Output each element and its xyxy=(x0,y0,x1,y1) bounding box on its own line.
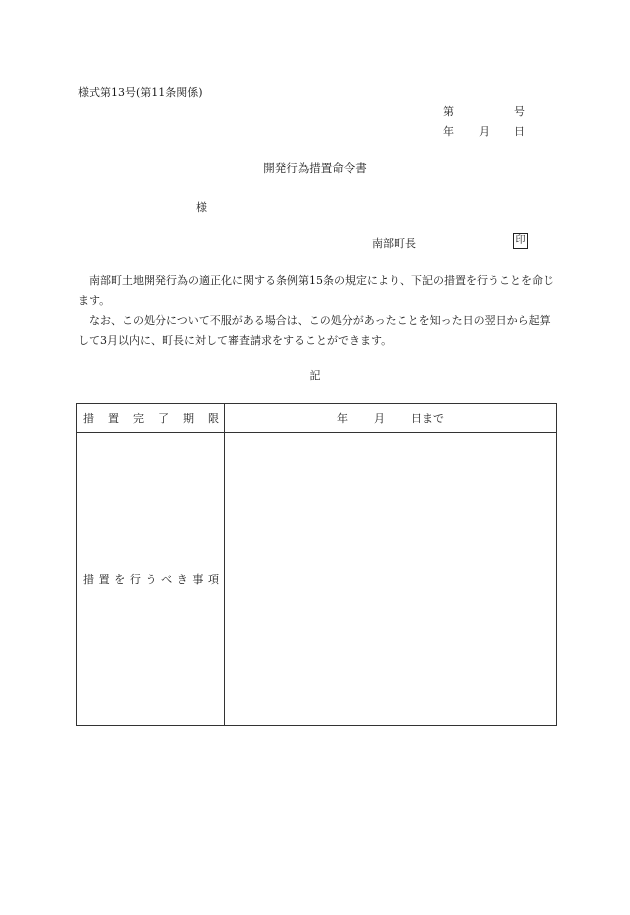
measures-label-cell xyxy=(77,433,225,726)
label-char: 完 xyxy=(133,412,144,425)
doc-number-prefix: 第 xyxy=(443,105,454,118)
label-char: べ xyxy=(161,573,173,586)
label-char: 項 xyxy=(208,573,219,586)
label-char: 措 xyxy=(83,412,94,425)
label-char: う xyxy=(145,573,157,586)
date-year: 年 xyxy=(443,125,454,138)
ki-heading: 記 xyxy=(309,369,321,382)
seal-mark: 印 xyxy=(513,233,528,249)
label-char: 置 xyxy=(98,573,110,586)
deadline-until: 日まで xyxy=(411,412,444,425)
label-char: き xyxy=(176,573,188,586)
deadline-label xyxy=(77,410,224,426)
deadline-value-cell[interactable] xyxy=(225,404,557,433)
body-text xyxy=(78,271,558,351)
date-day: 日 xyxy=(514,125,525,138)
deadline-value xyxy=(225,410,556,426)
body-paragraph-2: なお、この処分について不服がある場合は、この処分があったことを知った日の翌日から起算して3月以内に、町長に対して審査請求をすることができます。 xyxy=(78,314,551,347)
table-row xyxy=(77,433,557,726)
addressee-suffix: 様 xyxy=(196,201,207,214)
deadline-label-cell xyxy=(77,404,225,433)
label-char: 置 xyxy=(108,412,119,425)
label-char: 限 xyxy=(208,412,219,425)
label-char: 行 xyxy=(129,573,141,586)
form-label: 様式第13号(第11条関係) xyxy=(78,86,203,99)
label-char: 期 xyxy=(183,412,194,425)
doc-number-suffix: 号 xyxy=(514,105,525,118)
deadline-year: 年 xyxy=(337,412,348,425)
measures-label xyxy=(77,571,224,587)
label-char: を xyxy=(114,573,126,586)
table-row xyxy=(77,404,557,433)
document-title: 開発行為措置命令書 xyxy=(263,161,367,175)
deadline-month: 月 xyxy=(374,412,385,425)
issuer-name: 南部町長 xyxy=(372,237,416,250)
label-char: 了 xyxy=(158,412,169,425)
label-char: 措 xyxy=(83,573,94,586)
date-month: 月 xyxy=(479,125,490,138)
measures-value-cell[interactable] xyxy=(225,433,557,726)
body-paragraph-1: 南部町土地開発行為の適正化に関する条例第15条の規定により、下記の措置を行うことを命じます。 xyxy=(78,274,554,307)
label-char: 事 xyxy=(192,573,204,586)
measures-table xyxy=(76,403,557,726)
